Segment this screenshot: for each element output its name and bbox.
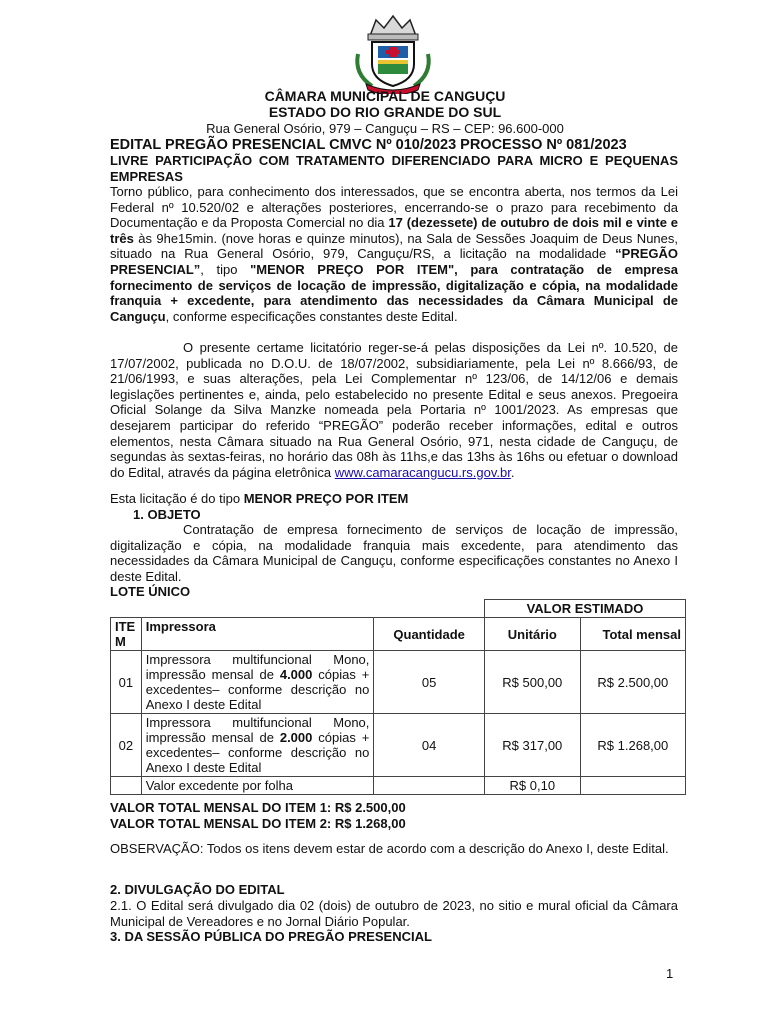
divulgacao-text: 2.1. O Edital será divulgado dia 02 (dois) de outubro de 2023, no sitio e mural oficial da Câmara Municipal de Vereadores e no Jornal Diário Popular. xyxy=(110,898,678,929)
col-item-header: ITE M xyxy=(111,618,142,651)
state-name: ESTADO DO RIO GRANDE DO SUL xyxy=(268,104,502,120)
objeto-heading: 1. OBJETO xyxy=(133,507,201,522)
page-number: 1 xyxy=(666,966,674,981)
edital-title: EDITAL PREGÃO PRESENCIAL CMVC Nº 010/2023 PROCESSO Nº 081/2023 xyxy=(110,137,627,153)
item-number: 01 xyxy=(111,651,142,714)
item-number: 02 xyxy=(111,714,142,777)
institution-address: Rua General Osório, 979 – Canguçu – RS – CEP: 96.600-000 xyxy=(206,121,564,136)
observacao: OBSERVAÇÃO: Todos os itens devem estar de acordo com a descrição do Anexo I, deste Edital. xyxy=(110,841,669,856)
item-total: R$ 2.500,00 xyxy=(580,651,685,714)
edital-website-link[interactable]: www.camaracangucu.rs.gov.br xyxy=(334,464,511,480)
institution-name: CÂMARA MUNICIPAL DE CANGUÇU xyxy=(264,88,506,104)
valor-estimado-header: VALOR ESTIMADO xyxy=(484,600,685,618)
item-unit-price: R$ 500,00 xyxy=(484,651,580,714)
excedente-label: Valor excedente por folha xyxy=(141,777,374,795)
objeto-text: Contratação de empresa fornecimento de serviços de locação de impressão, digitalização e cópia, na modalidade franquia mais excedente, para atendimento das necessidades da Câmara Municipal de Canguçu, conforme especificações constantes no Anexo I deste Edital. xyxy=(110,522,678,584)
col-unitario-header: Unitário xyxy=(484,618,580,651)
excedente-value: R$ 0,10 xyxy=(484,777,580,795)
item-quantity: 04 xyxy=(374,714,485,777)
col-impressora-header: Impressora xyxy=(141,618,374,651)
sessao-heading: 3. DA SESSÃO PÚBLICA DO PREGÃO PRESENCIAL xyxy=(110,929,432,944)
legal-paragraph: O presente certame licitatório reger-se-á pelas disposições da Lei nº. 10.520, de 17/07/2002, publicada no D.O.U. de 18/07/2002, subsidiariamente, pela Lei nº 8.666/93, de 21/06/1993, e suas alterações, pela Lei Complementar nº 123/06, de 14/12/06 e demais legislações pertinentes e, ainda, pelo estabelecido no presente Edital e seus anexos. Pregoeira Oficial Solange da Silva Manzke nomeada pela Portaria nº 1001/2023. As empresas que desejarem participar do referido “PREGÃO” poderão receber informações, edital e outros elementos, nesta Câmara situado na Rua General Osório, 971, nesta cidade de Canguçu, de segundas às sextas-feiras, no horário das 08h às 11hs,e das 13hs às 16hs ou efetuar o download do Edital, através da página eletrônica www.camaracangucu.rs.gov.br. xyxy=(110,340,678,480)
divulgacao-heading: 2. DIVULGAÇÃO DO EDITAL xyxy=(110,882,285,897)
col-total-header: Total mensal xyxy=(580,618,685,651)
table-row xyxy=(111,714,686,777)
item-description: Impressora multifuncional Mono, impressão mensal de 2.000 cópias + excedentes– conforme descrição no Anexo I deste Edital xyxy=(141,714,374,777)
edital-subtitle: LIVRE PARTICIPAÇÃO COM TRATAMENTO DIFERENCIADO PARA MICRO E PEQUENAS EMPRESAS xyxy=(110,153,678,184)
table-row xyxy=(111,777,686,795)
municipal-coat-of-arms-icon xyxy=(350,14,436,94)
item-total: R$ 1.268,00 xyxy=(580,714,685,777)
lote-heading: LOTE ÚNICO xyxy=(110,584,191,599)
intro-paragraph: Torno público, para conhecimento dos interessados, que se encontra aberta, nos termos da Lei Federal nº 10.520/02 e alterações posteriores, encerrando-se o prazo para recebimento da Documentação e da Proposta Comercial no dia 17 (dezessete) de outubro de dois mil e vinte e três às 9he15min. (nove horas e quinze minutos), na Sala de Sessões Joaquim de Deus Nunes, situado na Rua General Osório, 979, Canguçu/RS, a licitação na modalidade “PREGÃO PRESENCIAL”, tipo "MENOR PREÇO POR ITEM", para contratação de empresa fornecimento de serviços de locação de impressão, digitalização e cópia, na modalidade franquia + excedente, para atendimento das necessidades da Câmara Municipal de Canguçu, conforme especificações constantes deste Edital. xyxy=(110,184,678,324)
item-quantity: 05 xyxy=(374,651,485,714)
total-item-1: VALOR TOTAL MENSAL DO ITEM 1: R$ 2.500,00 xyxy=(110,800,406,815)
item-unit-price: R$ 317,00 xyxy=(484,714,580,777)
table-row xyxy=(111,651,686,714)
items-table xyxy=(110,599,686,795)
item-description: Impressora multifuncional Mono, impressão mensal de 4.000 cópias + excedentes– conforme descrição no Anexo I deste Edital xyxy=(141,651,374,714)
col-quantidade-header: Quantidade xyxy=(374,618,485,651)
total-item-2: VALOR TOTAL MENSAL DO ITEM 2: R$ 1.268,00 xyxy=(110,816,406,831)
licitacao-type: Esta licitação é do tipo MENOR PREÇO POR ITEM xyxy=(110,491,409,506)
